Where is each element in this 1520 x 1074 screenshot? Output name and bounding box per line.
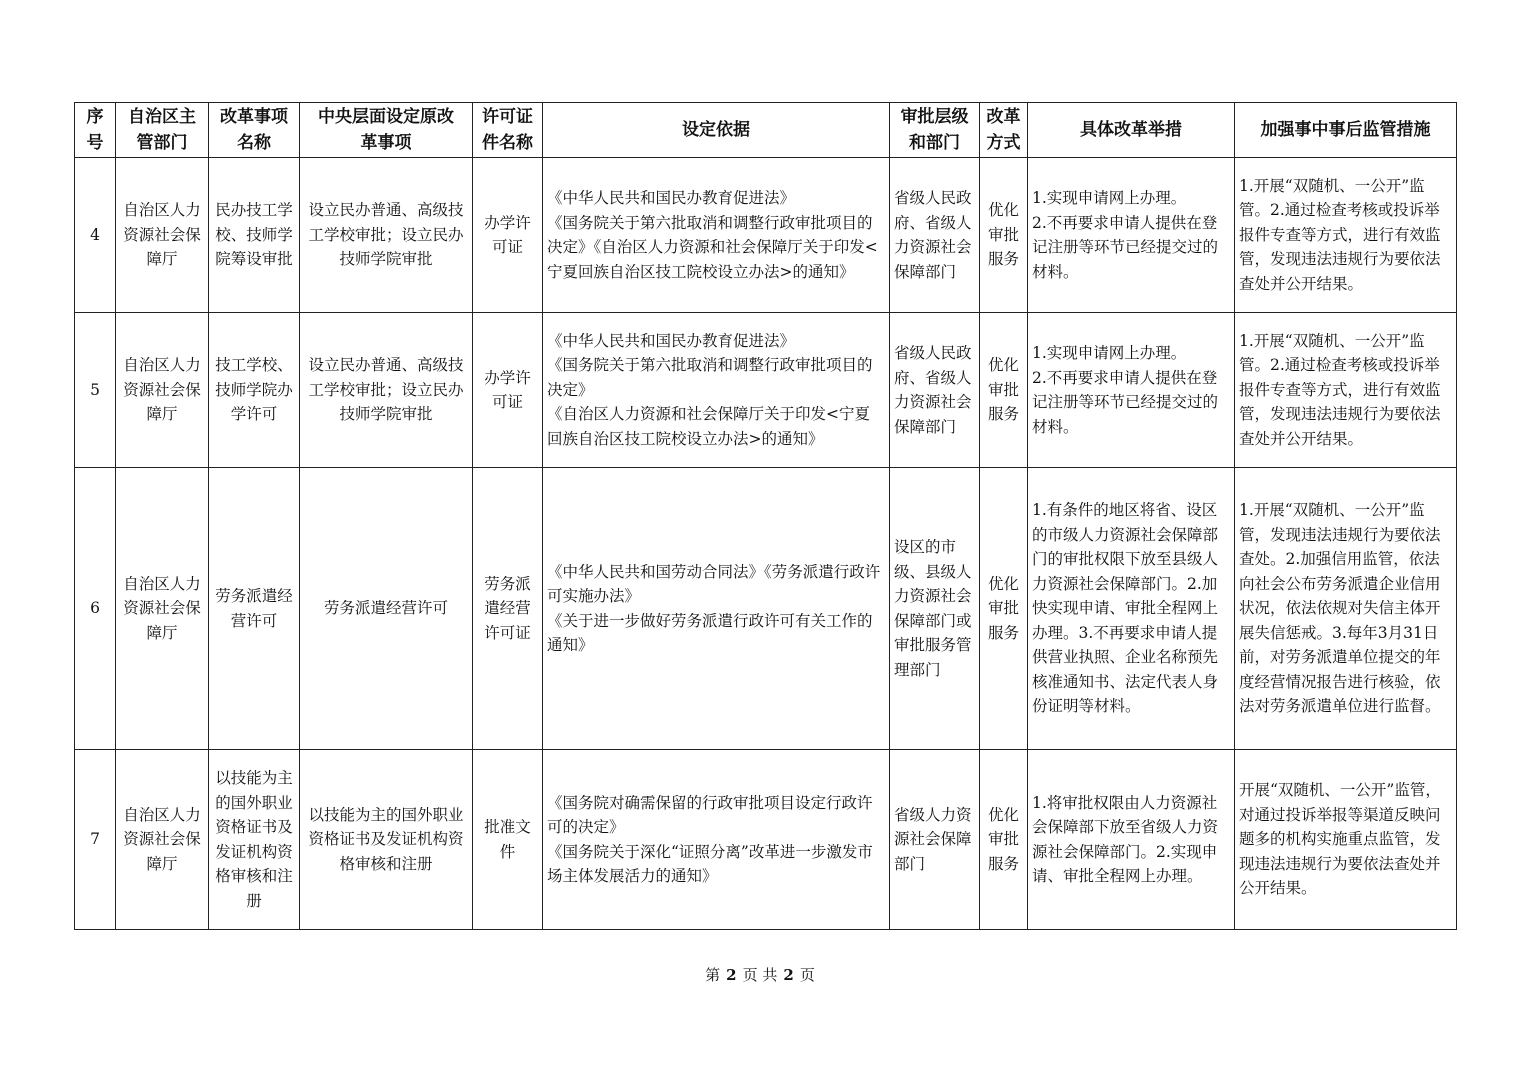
measures-cell: [1028, 750, 1235, 930]
measures-cell: [1028, 313, 1235, 468]
mode-cell: 优化审批服务: [980, 313, 1028, 468]
level-cell: 省级人民政府、省级人力资源社会保障部门: [890, 313, 980, 468]
header-text-line: 改革: [986, 107, 1021, 127]
basis-cell-line: 《中华人民共和国民办教育促进法》: [547, 189, 796, 207]
basis-cell: [543, 158, 890, 313]
central-item-cell: 以技能为主的国外职业资格证书及发证机构资格审核和注册: [300, 750, 473, 930]
basis-cell-line: 《国务院关于第六批取消和调整行政审批项目的决定》《自治区人力资源和社会保障厅关于印发<宁夏回族自治区技工院校设立办法>的通知》: [547, 213, 878, 281]
basis-cell-line: 《国务院关于第六批取消和调整行政审批项目的决定》: [547, 356, 873, 399]
header-text-line: 许可证: [482, 107, 533, 127]
header-text-line: 具体改革举措: [1080, 120, 1182, 140]
table-row: [75, 750, 1457, 930]
measures-cell-line: 2.不再要求申请人提供在登记注册等环节已经提交过的材料。: [1032, 213, 1219, 281]
header-text-line: 加强事中事后监管措施: [1260, 120, 1431, 140]
basis-cell-line: 《国务院对确需保留的行政审批项目设定行政许可的决定》: [547, 793, 873, 836]
basis-cell-line: 《关于进一步做好劳务派遣行政许可有关工作的通知》: [547, 611, 873, 654]
table-header-row: [75, 103, 1457, 158]
col-num-header: [75, 103, 116, 158]
item-name-cell: 劳务派遣经营许可: [209, 468, 300, 750]
basis-cell-line: 《国务院关于深化“证照分离”改革进一步激发市场主体发展活力的通知》: [547, 842, 873, 885]
supervision-cell: 1.开展“双随机、一公开”监管，发现违法违规行为要依法查处。2.加强信用监管，依法向社会公布劳务派遣企业信用状况，依法依规对失信主体开展失信惩戒。3.每年3月31日前，对劳务派遣单位提交的年度经营情况报告进行核验，依法对劳务派遣单位进行监督。: [1235, 468, 1457, 750]
measures-cell-line: 1.将审批权限由人力资源社会保障部下放至省级人力资源社会保障部门。2.实现申请、审批全程网上办理。: [1032, 793, 1219, 885]
basis-cell-line: 《中华人民共和国劳动合同法》《劳务派遣行政许可实施办法》: [547, 562, 881, 605]
central-item-cell: 设立民办普通、高级技工学校审批；设立民办技师学院审批: [300, 158, 473, 313]
col-item-header: [209, 103, 300, 158]
header-text-line: 管部门: [136, 133, 188, 153]
measures-cell-line: 1.实现申请网上办理。: [1032, 189, 1187, 207]
table-row: [75, 158, 1457, 313]
central-item-cell: 设立民办普通、高级技工学校审批；设立民办技师学院审批: [300, 313, 473, 468]
footer-total-pages: 2: [783, 966, 794, 984]
supervision-cell: 1.开展“双随机、一公开”监管。2.通过检查考核或投诉举报件专查等方式，进行有效监管，发现违法违规行为要依法查处并公开结果。: [1235, 313, 1457, 468]
dept-cell: 自治区人力资源社会保障厅: [116, 468, 209, 750]
license-cell: 办学许可证: [473, 158, 543, 313]
level-cell: 设区的市级、县级人力资源社会保障部门或审批服务管理部门: [890, 468, 980, 750]
supervision-cell: 1.开展“双随机、一公开”监管。2.通过检查考核或投诉举报件专查等方式，进行有效监管，发现违法违规行为要依法查处并公开结果。: [1235, 158, 1457, 313]
header-text-line: 改革事项: [220, 107, 288, 127]
footer-page-number: 2: [726, 966, 737, 984]
table-row: [75, 313, 1457, 468]
row-number-cell: 7: [75, 750, 116, 930]
footer-suffix: 页: [799, 966, 815, 984]
footer-prefix: 第: [705, 966, 721, 984]
measures-cell: [1028, 468, 1235, 750]
header-text-line: 中央层面设定原改: [318, 107, 454, 127]
mode-cell: 优化审批服务: [980, 750, 1028, 930]
header-text-line: 号: [86, 133, 104, 153]
col-dept-header: [116, 103, 209, 158]
license-cell: 办学许可证: [473, 313, 543, 468]
central-item-cell: 劳务派遣经营许可: [300, 468, 473, 750]
license-cell: 劳务派遣经营许可证: [473, 468, 543, 750]
dept-cell: 自治区人力资源社会保障厅: [116, 750, 209, 930]
level-cell: 省级人民政府、省级人力资源社会保障部门: [890, 158, 980, 313]
measures-cell-line: 2.不再要求申请人提供在登记注册等环节已经提交过的材料。: [1032, 368, 1219, 436]
license-cell: 批准文件: [473, 750, 543, 930]
header-text-line: 件名称: [482, 133, 533, 153]
row-number-cell: 4: [75, 158, 116, 313]
item-name-cell: 技工学校、技师学院办学许可: [209, 313, 300, 468]
header-text-line: 审批层级: [900, 107, 969, 127]
col-license-header: [473, 103, 543, 158]
item-name-cell: 民办技工学校、技师学院筹设审批: [209, 158, 300, 313]
basis-cell-line: 《自治区人力资源和社会保障厅关于印发<宁夏回族自治区技工院校设立办法>的通知》: [547, 405, 870, 448]
level-cell: 省级人力资源社会保障部门: [890, 750, 980, 930]
col-central-header: [300, 103, 473, 158]
dept-cell: 自治区人力资源社会保障厅: [116, 158, 209, 313]
page-footer: [0, 964, 1520, 985]
measures-cell-line: 1.实现申请网上办理。: [1032, 344, 1187, 362]
table-row: [75, 468, 1457, 750]
header-text-line: 革事项: [360, 133, 412, 153]
dept-cell: 自治区人力资源社会保障厅: [116, 313, 209, 468]
basis-cell: [543, 468, 890, 750]
row-number-cell: 6: [75, 468, 116, 750]
header-text-line: 设定依据: [682, 120, 750, 140]
col-mode-header: [980, 103, 1028, 158]
item-name-cell: 以技能为主的国外职业资格证书及发证机构资格审核和注册: [209, 750, 300, 930]
header-text-line: 名称: [237, 133, 271, 153]
measures-cell-line: 1.有条件的地区将省、设区的市级人力资源社会保障部门的审批权限下放至县级人力资源社会保障部门。2.加快实现申请、审批全程网上办理。3.不再要求申请人提供营业执照、企业名称预先核准通知书、法定代表人身份证明等材料。: [1032, 501, 1219, 716]
supervision-cell: 开展“双随机、一公开”监管，对通过投诉举报等渠道反映问题多的机构实施重点监管，发现违法违规行为要依法查处并公开结果。: [1235, 750, 1457, 930]
basis-cell-line: 《中华人民共和国民办教育促进法》: [547, 331, 796, 350]
col-level-header: [890, 103, 980, 158]
basis-cell: [543, 313, 890, 468]
col-supervision-header: [1235, 103, 1457, 158]
row-number-cell: 5: [75, 313, 116, 468]
measures-cell: [1028, 158, 1235, 313]
header-text-line: 方式: [986, 133, 1021, 153]
header-text-line: 自治区主: [128, 107, 196, 127]
basis-cell: [543, 750, 890, 930]
mode-cell: 优化审批服务: [980, 468, 1028, 750]
header-text-line: 和部门: [909, 133, 960, 153]
table-body: [75, 158, 1457, 930]
col-basis-header: [543, 103, 890, 158]
reform-items-table: [74, 102, 1457, 930]
col-measures-header: [1028, 103, 1235, 158]
footer-mid: 页 共: [742, 966, 778, 984]
mode-cell: 优化审批服务: [980, 158, 1028, 313]
header-text-line: 序: [86, 107, 104, 127]
